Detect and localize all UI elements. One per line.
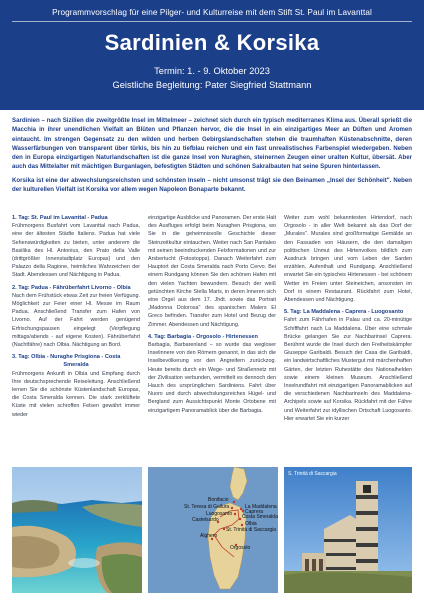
map-label-caprera: Caprera: [245, 509, 264, 515]
day-5-text: Fahrt zum Fährhafen in Palau und ca. 20-minütige Schifffahrt nach La Maddalena. Über eine schmale Brücke gelangen Sie zur Nachbarinsel Caprera. Berühmt wurde die Insel durch den Freiheitskämpfer Giuseppe Garibaldi. Besuch der Casa die Garibaldi, ein landwirtschaftliches Mustergut mit märchenhaften Gärten, der letzten Ruhestätte des Nationalhelden sowie einem kleinen Museum. Anschließend Inselrundfahrt mit einzigartigen Panoramablicken auf die verschiedenen Nachbarinseln des Maddalena-Archipels sowie auf Korsika. Rückfahrt mit der Fähre und Weiterfahrt zur idyllischen Ortschaft Luogosanto. Hier erwartet Sie ein kurzer: [284, 317, 412, 422]
intro-section: [12, 116, 412, 194]
day-3-text-cont: einzigartige Ausblicke und Panoramen. Der erste Halt des Ausfluges erfolgt beim Nuraghen Prisgiona, wo Sie in die geheimnisvolle Geschichte dieser Steinzeitkultur eintauchen. Weiter nach San Pantaleo mit seinen beeindruckenden Felsformationen und zur Arsbertucht (Fotostopps). Danach Weiterfahrt zum Hauptort der Costa Smeralda nach Porto Cervo. Bei einem Rundgang können Sie den schönen Hafen mit den vielen Yachten bewundern. Besuch der weiß getünchten Kirche Stella Maris, in deren Inneren sich eine Orgel aus dem 17. Jhdt. sowie das Portrait „Madonna Dolorosa" des spanischen Malers El Greco befinden. Transfer zum Hotel und Bezug der Zimmer. Abendessen und Nächtigung.: [148, 215, 276, 328]
itinerary-column-1: [12, 214, 140, 423]
photo-caption: S. Trinità di Saccargia: [288, 471, 337, 477]
map-label-st-teresa: St. Teresa di Gallura: [184, 504, 230, 510]
coast-photo: [12, 467, 142, 593]
map-label-la-maddalena: La Maddalena: [245, 504, 277, 510]
day-4-text: Barbagia, Barbarenland – so wurde das wegloser Inselinnere von den Römern genannt, in das sich die Inselbevölkerung vor den Angreifern zurückzog. Heute bereits durch ein Wege- und Straßennetz mit der Zivilisation verbunden, vermittelt es dennoch den Hauch des ursprünglichen Sardiniens. Fahrt über Nuoro und durch abwechslungsreiches Hügel- und Bergland zum Aussichtspunkt Monte Ortobene mit einzigartigem Panoramablick über die Barbagia.: [148, 342, 276, 414]
day-3-title-cont: Smeralda: [63, 362, 89, 369]
map-label-alghero: Alghero: [200, 533, 218, 539]
map-label-saccargia: St. Trinità di Saccargia: [226, 527, 277, 533]
day-1-text: Frühmorgens Busfahrt vom Lavanttal nach Padua, eine der ältesten Städte Italiens. Padua hat viele Sehenswürdigkeiten zu bieten, unter anderem die Basilika des Hl. Antonius, den Prato della Valle (drittgrößter Innenstadtplatz Europas) und den Palazzo della Ragione, heimliches Wahrzeichen der Stadt. Abendessen und Nächtigung in Padua.: [12, 223, 140, 279]
trip-dates: Termin: 1. - 9. Oktober 2023: [154, 66, 270, 76]
intro-sardinia: Sardinien – nach Sizilien die zweitgrößte Insel im Mittelmeer – zeichnet sich durch ein typisch mediterranes Klima aus. Überall sprießt die Macchia in ihrer unendlichen Vielfalt an Blüten und Pflanzen hervor, die die Insel in ein einzigartiges Meer an Düften und Aromen eintaucht. Im strengen Gegensatz zu den wilden und herben Gebirgslandschaften stehen die traumhaften Küstenabschnitte, deren Wasserfärbungen von transparent über türkis, bis hin zu tiefblau reichen und ein fast unrealistisches Farbenspiel wiedergeben. Neben den in Europa einzigartigen Naturlandschaften ist die ganze Insel von Nuraghen, steinernen Zeugen einer uralten Kultur, übersät. Aber auch das Mittelalter mit mächtigen Burganlagen, befestigten Städten und schönen Sakralbauten hat seine Spuren hinterlassen.: [12, 117, 412, 171]
map-label-olbia: Olbia: [245, 521, 257, 527]
day-2-text: Nach dem Frühstück etwas Zeit zur freien Verfügung. Möglichkeit zur Feier einer Hl. Messe im Raum Padua. Anschließend Transfer zum Hafen von Livorno. Auf der Fahrt werden genügend Erfrischungspausen eingelegt (Verpflegung mittags/abends - auf eigene Kosten). Fährüberfahrt (Nachtfähre) nach Olbia. Nächtigung an Bord.: [12, 292, 140, 349]
map-label-castelsardo: Castelsardo: [192, 517, 219, 523]
day-5-title: 5. Tag: La Maddalena - Caprera - Luogosanto: [284, 309, 404, 316]
day-2-title: 2. Tag: Padua - Fährüberfahrt Livorno - Olbia: [12, 284, 131, 291]
day-4-text-cont: Weiter zum wohl bekanntesten Hirtendorf, nach Orgosolo - in aller Welt bekannt als das Dorf der „Murales". Murales sind großformatige Gemälde an den Fassaden von Häusern, die den damaligen politischen Unmut des Hirtenvolkes bildlich zum Ausdruck bringen und vom Leben der Sarden erzählen. Aufenthalt und Rundgang. Anschließend erwartet Sie ein typisches Hirtenessen - bei schönem Wetter im Freien unter Steineichen, ansonsten im Dorf in einem Restaurant. Rückfahrt zum Hotel, Abendessen und Nächtigung.: [284, 215, 412, 304]
spiritual-guide: Geistliche Begleitung: Pater Siegfried Stattmann: [112, 80, 312, 90]
map-label-costa-smeralda: Costa Smeralda: [242, 514, 278, 520]
day-4-title: 4. Tag: Barbagia - Orgosolo - Hirtenessen: [148, 333, 258, 340]
route-map: [148, 467, 278, 593]
header-tagline: Programmvorschlag für eine Pilger- und Kulturreise mit dem Stift St. Paul im Lavanttal: [52, 8, 372, 17]
day-3-text: Frühmorgens Ankunft in Olbia und Empfang durch Ihre deutschsprechende Reiseleitung. Anschließend lernen Sie die schönste Küstenlandschaft Europas, die Costa Smeralda kennen. Die stark zerklüftete Küste mit vielen schroffen Felsen gewährt immer wieder: [12, 370, 140, 418]
header-divider: [12, 21, 412, 22]
saccargia-church-photo: [284, 467, 412, 593]
page-title: Sardinien & Korsika: [104, 30, 320, 55]
itinerary-column-3: [284, 214, 412, 427]
map-label-orgosolo: Orgosolo: [230, 545, 251, 551]
itinerary-column-2: [148, 214, 276, 419]
map-label-luogosanto: Luogosanto: [206, 511, 233, 517]
header-banner: [0, 0, 424, 110]
day-3-title: 3. Tag: Olbia - Nuraghe Prisgiona - Costa: [12, 354, 121, 361]
intro-corsica: Korsika ist eine der abwechslungsreichsten und schönsten Inseln – nicht umsonst trägt sie den Beinamen „Insel der Schönheit". Neben der kulturellen Vielfalt ist Korsika vor allem wegen Napoleon Bonaparte bekannt.: [12, 176, 412, 194]
day-1-title: 1. Tag: St. Paul im Lavanttal - Padua: [12, 215, 108, 221]
map-label-bonifacio: Bonifacio: [208, 497, 229, 503]
